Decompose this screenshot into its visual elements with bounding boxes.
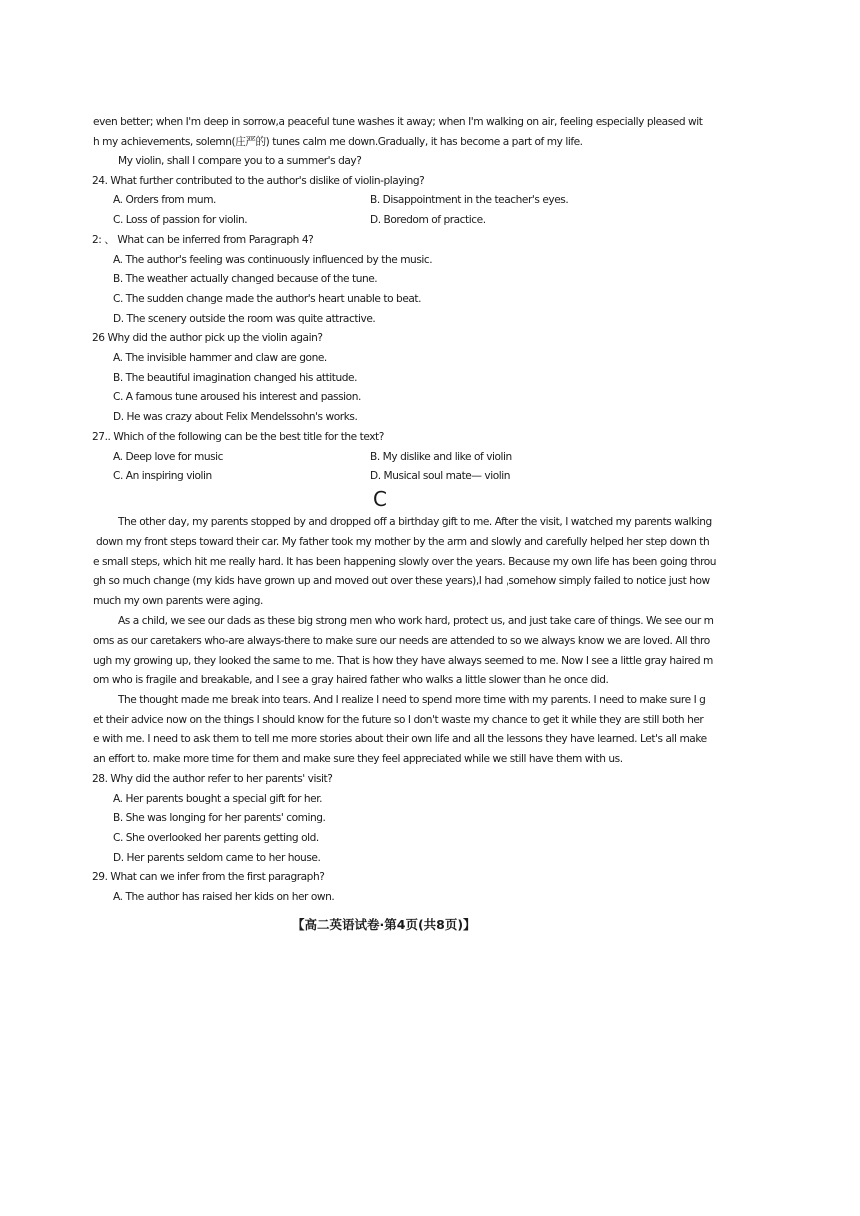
q24-option-a: A. Orders from mum. <box>113 194 216 206</box>
question-26-stem: 26 Why did the author pick up the violin again? <box>92 332 323 344</box>
question-27-stem: 27.. Which of the following can be the best title for the text? <box>92 431 384 443</box>
q24-option-d: D. Boredom of practice. <box>370 214 486 226</box>
passage-line: My violin, shall I compare you to a summer's day? <box>118 155 362 167</box>
q28-option-b: B. She was longing for her parents' coming. <box>113 812 326 824</box>
q24-option-c: C. Loss of passion for violin. <box>113 214 248 226</box>
q25-option-c: C. The sudden change made the author's heart unable to beat. <box>113 293 422 305</box>
q26-option-a: A. The invisible hammer and claw are gone. <box>113 352 327 364</box>
q27-option-a: A. Deep love for music <box>113 451 224 463</box>
q27-option-c: C. An inspiring violin <box>113 470 212 482</box>
passage-line: As a child, we see our dads as these big strong men who work hard, protect us, and just take care of things. We see our m <box>118 615 714 627</box>
q24-option-b: B. Disappointment in the teacher's eyes. <box>370 194 569 206</box>
passage-line: down my front steps toward their car. My father took my mother by the arm and slowly and carefully helped her step down th <box>96 536 710 548</box>
q25-option-d: D. The scenery outside the room was quite attractive. <box>113 313 376 325</box>
q28-option-a: A. Her parents bought a special gift for her. <box>113 793 323 805</box>
q25-option-b: B. The weather actually changed because of the tune. <box>113 273 378 285</box>
section-heading: C <box>373 487 387 511</box>
passage-line: e small steps, which hit me really hard. It has been happening slowly over the years. Because my own life has been going throu <box>93 556 717 568</box>
passage-line: e with me. I need to ask them to tell me more stories about their own life and all the lessons they have learned. Let's all make <box>93 733 707 745</box>
q26-option-c: C. A famous tune aroused his interest and passion. <box>113 391 361 403</box>
q27-option-d: D. Musical soul mate— violin <box>370 470 511 482</box>
q29-option-a: A. The author has raised her kids on her own. <box>113 891 335 903</box>
passage-line: h my achievements, solemn(庄严的) tunes calm me down.Gradually, it has become a part of my life. <box>93 136 583 148</box>
passage-line: even better; when I'm deep in sorrow,a peaceful tune washes it away; when I'm walking on air, feeling especially pleased wit <box>93 116 703 128</box>
q26-option-d: D. He was crazy about Felix Mendelssohn's works. <box>113 411 358 423</box>
question-29-stem: 29. What can we infer from the first paragraph? <box>92 871 325 883</box>
passage-line: gh so much change (my kids have grown up and moved out over these years),I had ˌsomehow simply failed to notice just how <box>93 575 710 587</box>
passage-line: much my own parents were aging. <box>93 595 263 607</box>
passage-line: ugh my growing up, they looked the same to me. That is how they have always seemed to me. Now I see a little gray haired m <box>93 655 713 667</box>
q26-option-b: B. The beautiful imagination changed his attitude. <box>113 372 358 384</box>
passage-line: oms as our caretakers who-are always-there to make sure our needs are attended to so we always know we are loved. All thro <box>93 635 710 647</box>
q27-option-b: B. My dislike and like of violin <box>370 451 512 463</box>
q28-option-c: C. She overlooked her parents getting old. <box>113 832 319 844</box>
passage-line: The thought made me break into tears. And I realize I need to spend more time with my parents. I need to make sure I g <box>118 694 706 706</box>
question-24-stem: 24. What further contributed to the author's dislike of violin-playing? <box>92 175 425 187</box>
passage-line: an effort to. make more time for them and make sure they feel appreciated while we still have them with us. <box>93 753 623 765</box>
question-25-stem: 2: 、 What can be inferred from Paragraph 4? <box>92 234 314 246</box>
passage-line: et their advice now on the things I should know for the future so I don't waste my chance to get it while they are still both her <box>93 714 704 726</box>
passage-line: om who is fragile and breakable, and I see a gray haired father who walks a little slower than he once did. <box>93 674 609 686</box>
page-footer: 【高二英语试卷·第4页(共8页)】 <box>292 917 476 932</box>
question-28-stem: 28. Why did the author refer to her parents' visit? <box>92 773 333 785</box>
q25-option-a: A. The author's feeling was continuously influenced by the music. <box>113 254 433 266</box>
passage-line: The other day, my parents stopped by and dropped off a birthday gift to me. After the visit, I watched my parents walking <box>118 516 712 528</box>
q28-option-d: D. Her parents seldom came to her house. <box>113 852 321 864</box>
